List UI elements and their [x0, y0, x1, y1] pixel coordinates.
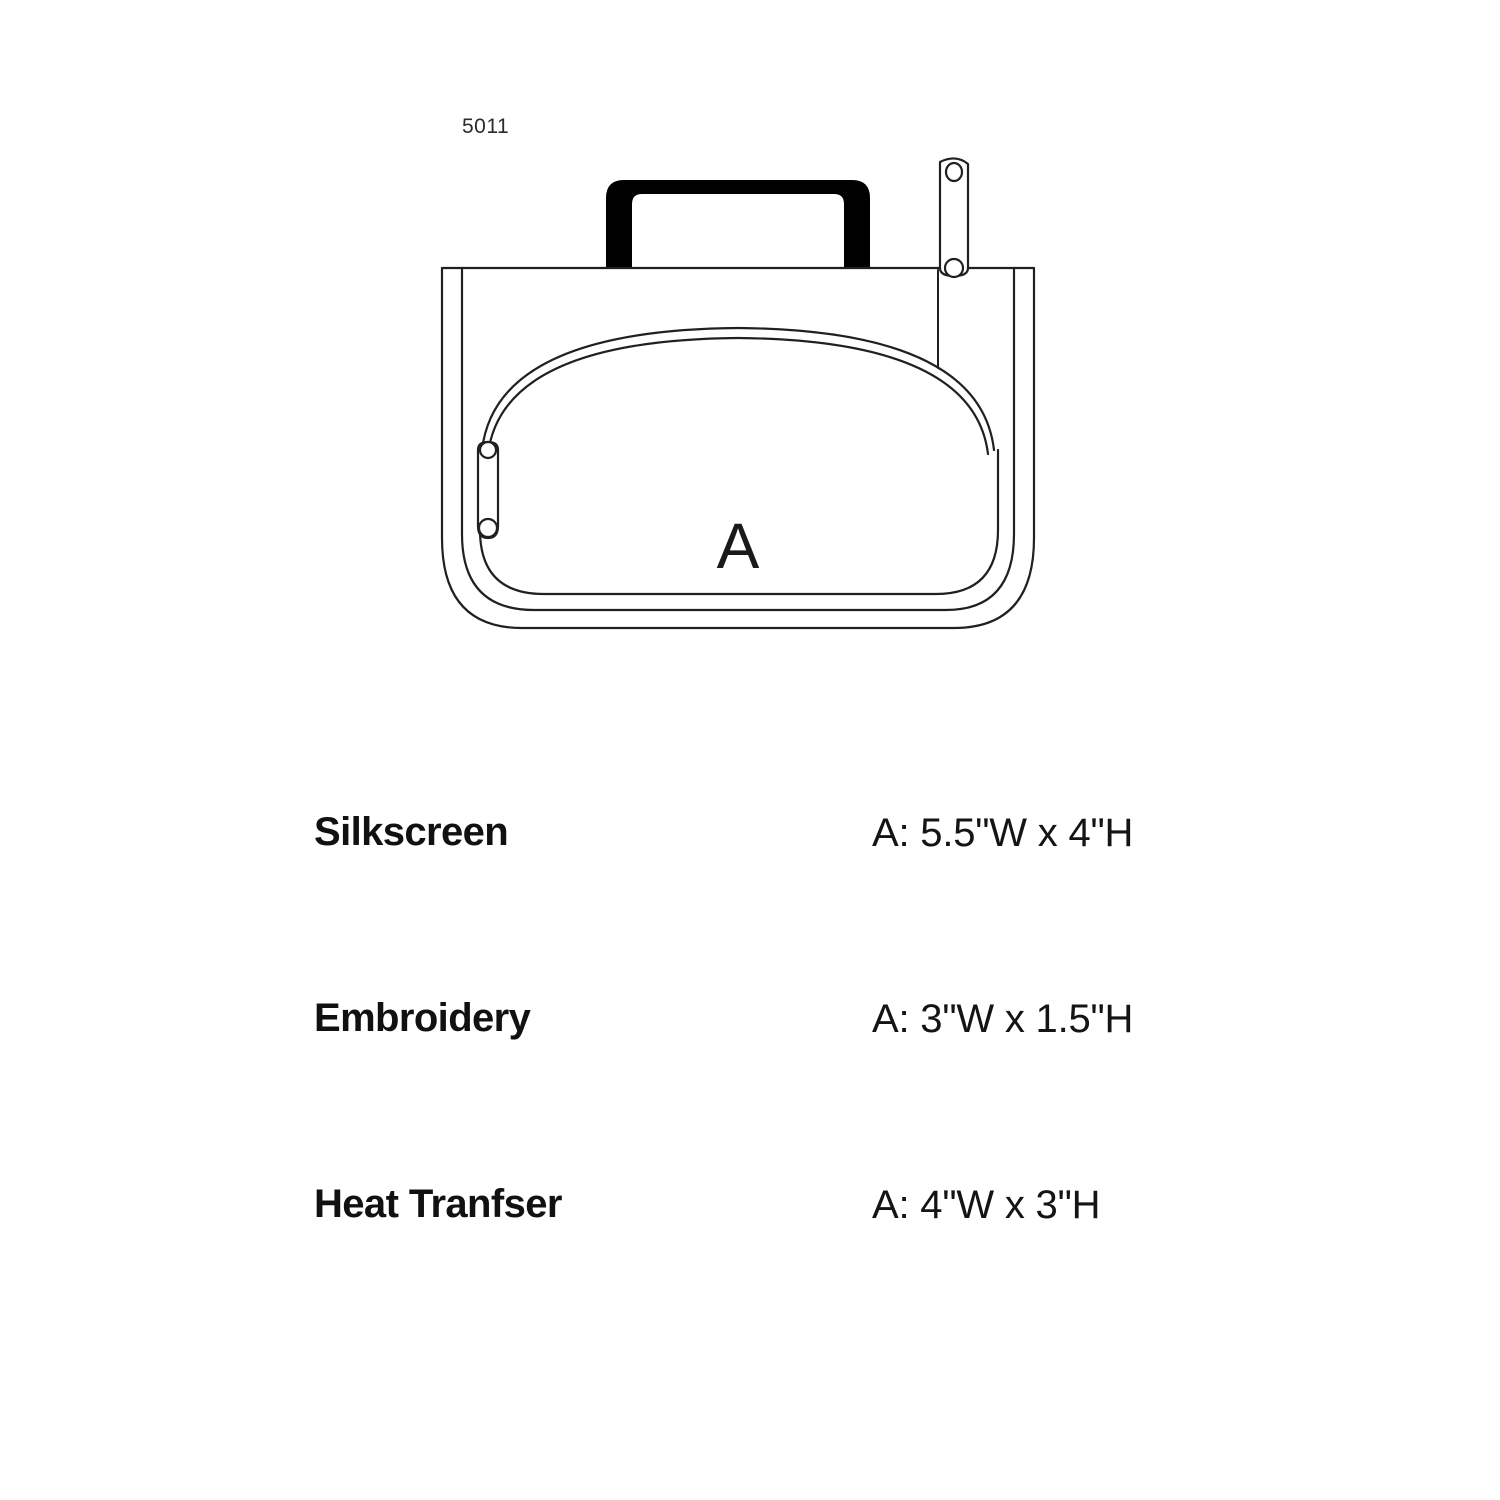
imprint-size-value: A: 3"W x 1.5"H: [872, 997, 1134, 1041]
imprint-size-value: A: 4"W x 3"H: [872, 1183, 1101, 1227]
imprint-location-marker-a: A: [716, 510, 760, 582]
imprint-method-label: Embroidery: [314, 996, 531, 1040]
sku-label: 5011: [462, 115, 510, 138]
handle-shape: [606, 180, 870, 268]
imprint-spec-table: [0, 810, 1500, 1368]
right-zipper-pull: [940, 158, 968, 277]
pocket-zipper-curve: [482, 328, 994, 450]
imprint-size-value: A: 5.5"W x 4"H: [872, 811, 1134, 855]
product-line-drawing: [400, 150, 1100, 790]
left-zipper-pull: [478, 442, 498, 538]
table-row: [0, 1182, 1500, 1368]
imprint-method-label: Heat Tranfser: [314, 1182, 562, 1226]
table-row: [0, 996, 1500, 1182]
table-row: [0, 810, 1500, 996]
imprint-method-label: Silkscreen: [314, 810, 509, 854]
